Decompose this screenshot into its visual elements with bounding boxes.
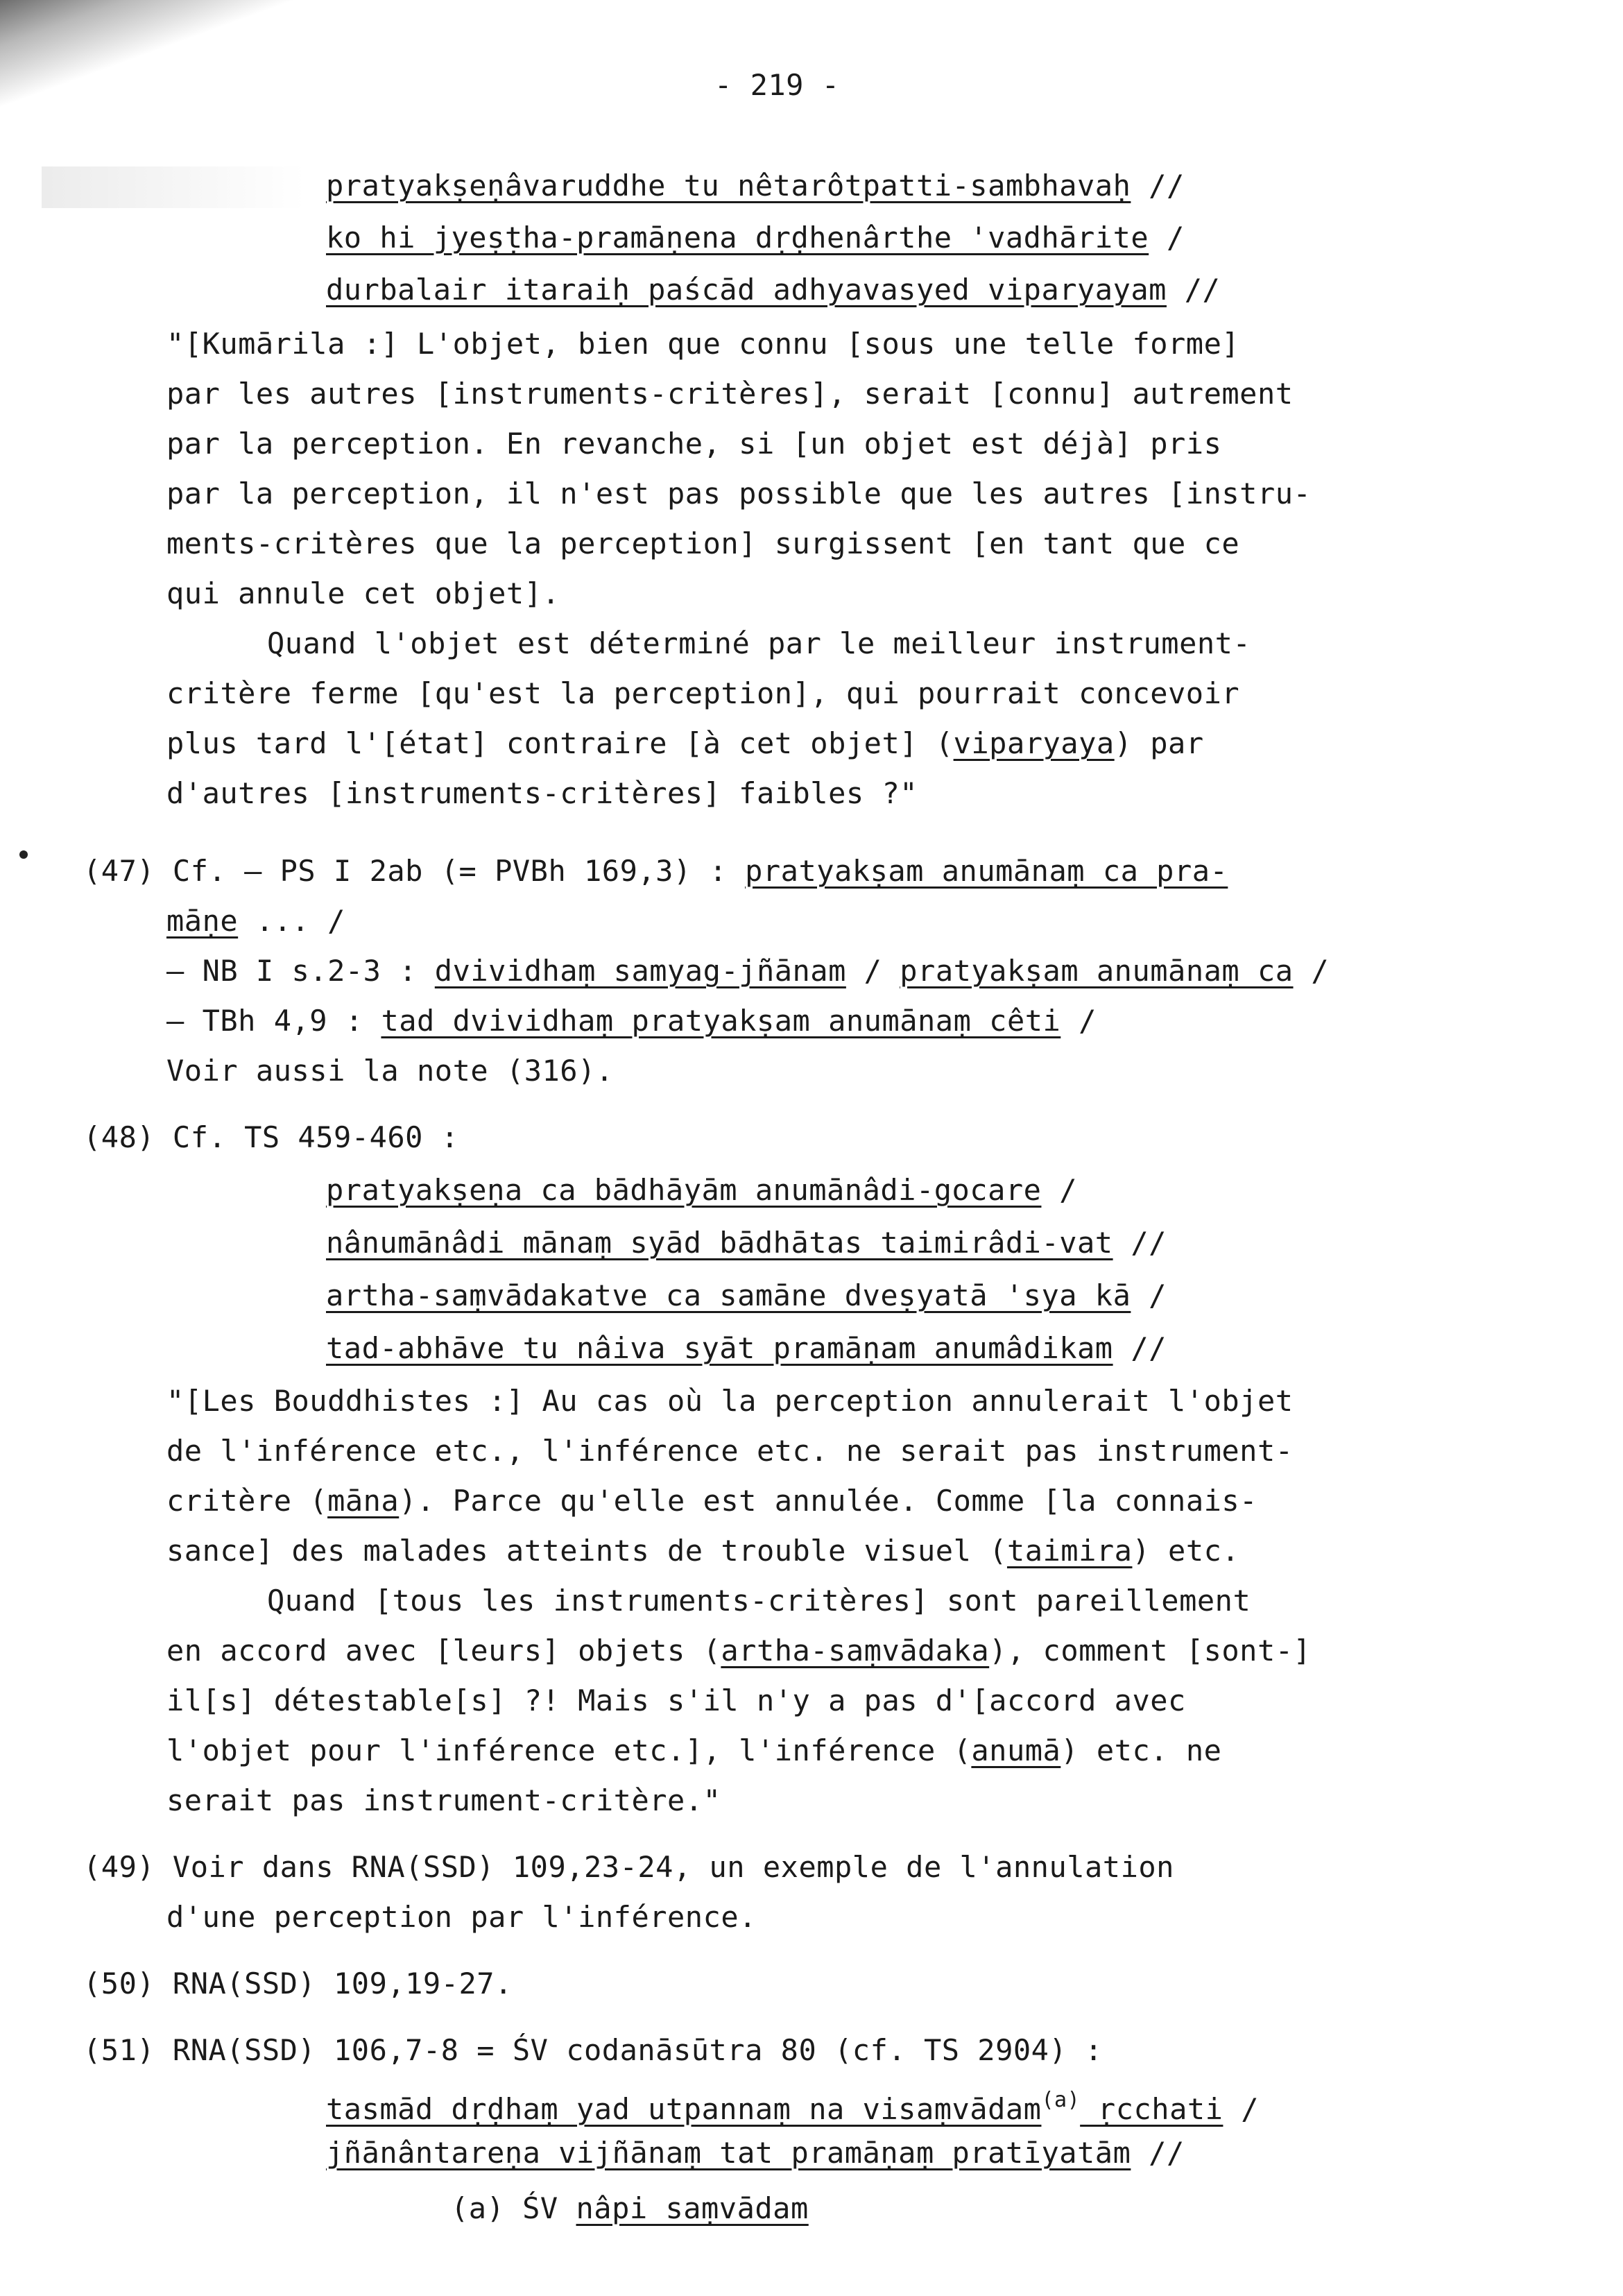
text-line [166, 1681, 1186, 1720]
underlined-term: dvividhaṃ samyag-jñānam [434, 954, 846, 988]
text-segment: (51) RNA(SSD) 106,7-8 = ŚV codanāsūtra 80 (cf. TS 2904) : [83, 2033, 1103, 2067]
underlined-term: nânumānâdi mānaṃ syād bādhātas taimirâdi-vat [326, 1226, 1113, 1260]
text-segment: d'autres [instruments-critères] faibles ?" [166, 776, 918, 810]
text-line [326, 219, 1185, 257]
text-segment: par la perception, il n'est pas possible que les autres [instru- [166, 477, 1312, 511]
text-line [326, 2134, 1185, 2173]
underlined-term: ko hi jyeṣṭha-pramāṇena dṛḍhenârthe 'vadhārite [326, 221, 1149, 255]
underlined-term: jñānântareṇa vijñānaṃ tat pramāṇaṃ pratīyatām [326, 2136, 1131, 2170]
text-segment: d'une perception par l'inférence. [166, 1900, 757, 1934]
text-segment: serait pas instrument-critère." [166, 1783, 721, 1817]
scan-shadow [0, 0, 361, 125]
text-segment: (47) Cf. — PS I 2ab (= PVBh 169,3) : [83, 854, 746, 888]
text-segment: (a) ŚV [451, 2191, 576, 2225]
text-line [166, 1002, 1097, 1040]
text-segment: / [1131, 1278, 1167, 1312]
text-line [326, 1224, 1167, 1262]
text-segment: // [1131, 169, 1185, 203]
text-line [326, 1171, 1077, 1210]
text-line [326, 1329, 1167, 1368]
text-line [166, 375, 1294, 413]
text-segment: ) etc. [1132, 1534, 1240, 1568]
text-segment: — TBh 4,9 : [166, 1004, 381, 1038]
text-segment: / [1223, 2092, 1260, 2126]
text-segment: Quand [tous les instruments-critères] sont pareillement [267, 1584, 1251, 1618]
text-segment: qui annule cet objet]. [166, 576, 560, 610]
text-segment: critère ferme [qu'est la perception], qui pourrait concevoir [166, 676, 1240, 710]
underlined-term: ṛcchati [1080, 2092, 1223, 2126]
text-line [166, 1052, 614, 1090]
underlined-term: tad-abhāve tu nâiva syāt pramāṇam anumâdikam [326, 1331, 1113, 1365]
underlined-term: māṇe [166, 904, 239, 938]
text-line [166, 1631, 1311, 1670]
text-segment: il[s] détestable[s] ?! Mais s'il n'y a pas d'[accord avec [166, 1684, 1186, 1717]
text-line [166, 952, 1329, 991]
text-line [83, 1118, 459, 1157]
text-line [83, 1964, 513, 2003]
text-segment: // [1166, 273, 1221, 307]
underlined-term: durbalair itaraiḥ paścād adhyavasyed viparyayam [326, 273, 1167, 307]
text-segment: de l'inférence etc., l'inférence etc. ne serait pas instrument- [166, 1434, 1294, 1468]
text-line [451, 2189, 809, 2228]
text-segment: ), comment [sont-] [989, 1634, 1312, 1668]
underlined-term: tasmād dṛḍhaṃ yad utpannaṃ na visaṃvādam [326, 2092, 1042, 2126]
text-segment: // [1113, 1226, 1167, 1260]
text-segment: / [845, 954, 900, 988]
underlined-term: viparyaya [953, 726, 1115, 760]
underlined-term: pratyakṣeṇa ca bādhāyām anumānâdi-gocare [326, 1173, 1042, 1207]
underlined-term: pratyakṣeṇâvaruddhe tu nêtarôtpatti-sambhavaḥ [326, 169, 1131, 203]
page-number: - 219 - [714, 68, 840, 102]
bleed-through-mark [42, 166, 305, 208]
text-segment: / [1060, 1004, 1097, 1038]
text-segment: (a) [1041, 2088, 1081, 2112]
text-line [166, 774, 918, 813]
text-line [326, 1276, 1167, 1315]
text-segment: critère ( [166, 1484, 328, 1518]
text-segment: ) par [1114, 726, 1204, 760]
text-segment: Voir aussi la note (316). [166, 1054, 614, 1088]
text-line [267, 1582, 1251, 1620]
underlined-term: tad dvividhaṃ pratyakṣam anumānaṃ cêti [381, 1004, 1061, 1038]
underlined-term: nâpi saṃvādam [576, 2191, 809, 2225]
text-segment: / [1149, 221, 1185, 255]
text-segment: ... / [238, 904, 345, 938]
text-segment: l'objet pour l'inférence etc.], l'inférence ( [166, 1733, 972, 1767]
text-segment: plus tard l'[état] contraire [à cet objet] ( [166, 726, 954, 760]
text-line [83, 2031, 1103, 2070]
underlined-term: taimira [1006, 1534, 1133, 1568]
text-line [326, 271, 1220, 309]
text-line [166, 902, 345, 941]
text-segment: Quand l'objet est déterminé par le meilleur instrument- [267, 626, 1251, 660]
text-segment: en accord avec [leurs] objets ( [166, 1634, 721, 1668]
text-segment: par la perception. En revanche, si [un objet est déjà] pris [166, 427, 1222, 461]
underlined-term: māna [327, 1484, 400, 1518]
underlined-term: artha-saṃvādaka [721, 1634, 990, 1668]
text-line [166, 1482, 1257, 1520]
text-line [83, 852, 1228, 891]
text-segment: ) etc. ne [1060, 1733, 1222, 1767]
text-segment: (49) Voir dans RNA(SSD) 109,23-24, un exemple de l'annulation [83, 1850, 1174, 1884]
text-line [166, 325, 1239, 363]
text-line [166, 674, 1239, 713]
text-line [166, 574, 560, 613]
text-line [166, 1432, 1294, 1471]
underlined-term: anumā [971, 1733, 1061, 1767]
text-line [267, 624, 1251, 663]
text-line [166, 425, 1221, 463]
text-segment: "[Kumārila :] L'objet, bien que connu [sous une telle forme] [166, 327, 1240, 361]
underlined-term: pratyakṣam anumānaṃ ca pra- [745, 854, 1228, 888]
text-line [166, 1731, 1221, 1770]
text-line [326, 166, 1185, 205]
text-segment: (48) Cf. TS 459-460 : [83, 1120, 459, 1154]
text-segment: — NB I s.2-3 : [166, 954, 435, 988]
text-line [166, 1781, 721, 1820]
underlined-term: artha-saṃvādakatve ca samāne dveṣyatā 'sya kā [326, 1278, 1131, 1312]
underlined-term: pratyakṣam anumānaṃ ca [900, 954, 1294, 988]
text-segment: ). Parce qu'elle est annulée. Comme [la connais- [399, 1484, 1257, 1518]
text-segment: / [1293, 954, 1330, 988]
text-line [166, 524, 1239, 563]
text-segment: / [1041, 1173, 1078, 1207]
text-segment: par les autres [instruments-critères], serait [connu] autrement [166, 377, 1294, 411]
text-line [166, 1532, 1239, 1570]
text-segment: sance] des malades atteints de trouble visuel ( [166, 1534, 1007, 1568]
text-segment: ments-critères que la perception] surgissent [en tant que ce [166, 526, 1240, 560]
text-line [166, 1898, 757, 1937]
text-segment: "[Les Bouddhistes :] Au cas où la perception annulerait l'objet [166, 1384, 1294, 1418]
text-segment: // [1113, 1331, 1167, 1365]
text-line [326, 2081, 1259, 2129]
text-segment: (50) RNA(SSD) 109,19-27. [83, 1967, 513, 2001]
text-line [166, 1382, 1294, 1421]
text-line [166, 724, 1204, 763]
margin-dot [19, 850, 28, 859]
text-segment: // [1131, 2136, 1185, 2170]
text-line [166, 474, 1311, 513]
text-line [83, 1848, 1174, 1887]
